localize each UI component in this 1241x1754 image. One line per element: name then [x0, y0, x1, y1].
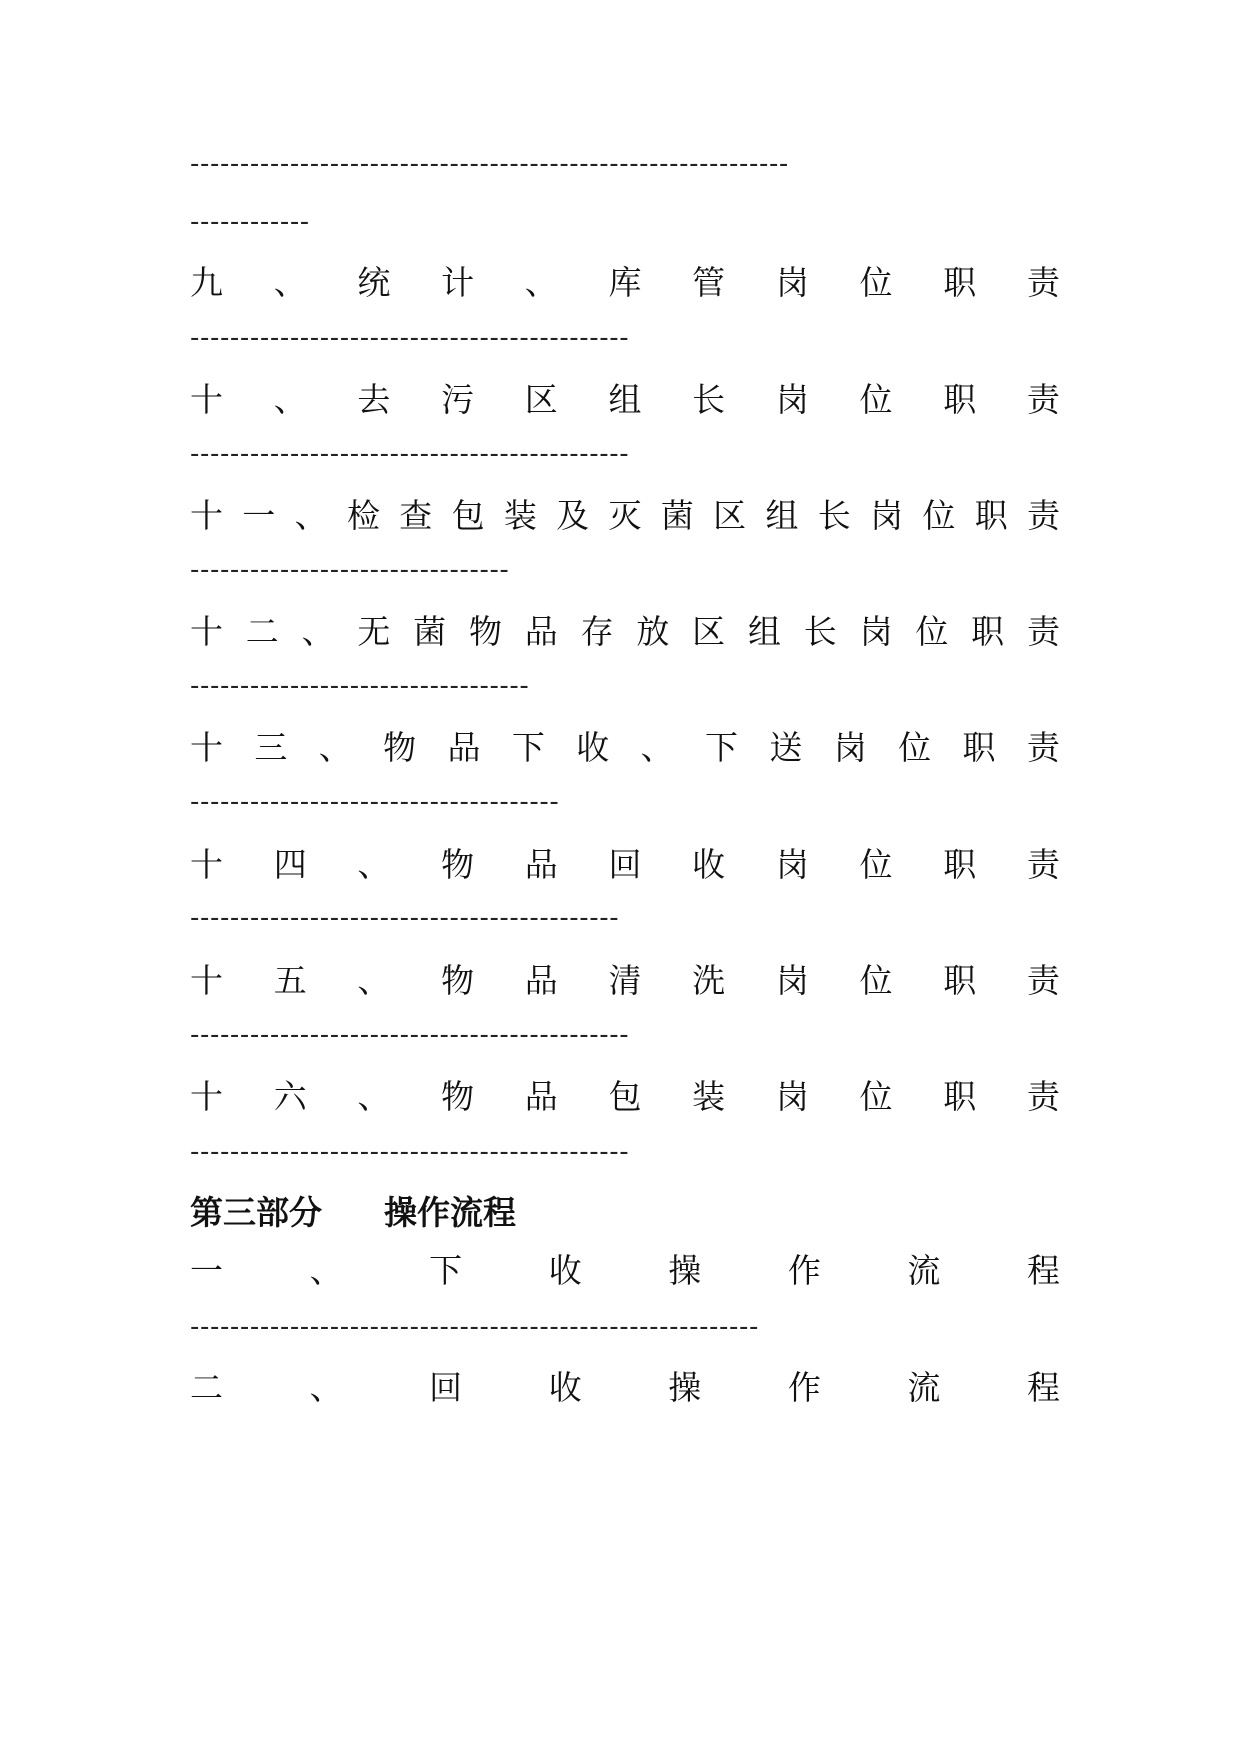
toc-char: 品: [447, 728, 481, 767]
toc-char: 、: [524, 263, 558, 302]
toc-char: 下: [705, 728, 738, 767]
dash-leader: ------------------------------------------------------------: [190, 149, 789, 179]
toc-char: 岗: [775, 1077, 809, 1116]
toc-char: 库: [608, 263, 642, 302]
toc-char: 、: [309, 1368, 343, 1407]
toc-char: 物: [383, 728, 417, 767]
toc-char: 操: [668, 1251, 702, 1290]
toc-entry-14[interactable]: [190, 845, 1060, 885]
toc-char: 责: [1026, 961, 1060, 1000]
toc-char: 作: [787, 1368, 821, 1407]
toc-char: 物: [441, 845, 475, 884]
toc-char: 位: [859, 1077, 893, 1116]
toc-char: 三: [254, 728, 288, 767]
part-label: 第三部分: [190, 1193, 322, 1232]
toc-char: 组: [747, 612, 781, 651]
toc-char: 十: [190, 612, 223, 651]
toc-char: 物: [441, 1077, 475, 1116]
toc-char: 、: [273, 263, 307, 302]
toc-char: 作: [787, 1251, 821, 1290]
toc-char: 菌: [660, 496, 694, 535]
toc-char: 装: [692, 1077, 726, 1116]
part-title: 操作流程: [384, 1193, 516, 1232]
toc-char: 十: [190, 961, 223, 1000]
toc-char: 下: [511, 728, 545, 767]
toc-char: 、: [301, 612, 335, 651]
dash-leader: --------------------------------------------: [190, 439, 630, 469]
toc-char: 位: [915, 612, 949, 651]
dash-leader: ----------------------------------: [190, 671, 530, 701]
toc-char: 统: [357, 263, 391, 302]
toc-char: 一: [242, 496, 276, 535]
toc-char: 存: [580, 612, 614, 651]
toc-char: 计: [441, 263, 475, 302]
toc-char: 收: [576, 728, 610, 767]
toc-char: 位: [898, 728, 932, 767]
toc-char: 查: [399, 496, 433, 535]
toc-char: 物: [441, 961, 475, 1000]
dash-leader: -------------------------------------: [190, 787, 560, 817]
toc-char: 岗: [833, 728, 867, 767]
toc-char: 品: [524, 961, 558, 1000]
toc-entry-10[interactable]: [190, 380, 1060, 420]
toc-entry-11[interactable]: [190, 496, 1060, 536]
dash-leader: -------------------------------------------: [190, 903, 620, 933]
toc-char: 去: [357, 380, 391, 419]
toc-char: 程: [1026, 1251, 1060, 1290]
toc-entry-9[interactable]: [190, 263, 1060, 303]
toc-char: 污: [441, 380, 475, 419]
dash-leader: --------------------------------------------: [190, 1020, 630, 1050]
toc-entry-13[interactable]: [190, 728, 1060, 768]
toc-char: 流: [907, 1368, 941, 1407]
toc-char: 、: [294, 496, 328, 535]
toc-char: 六: [273, 1077, 307, 1116]
toc-char: 长: [692, 380, 726, 419]
toc-char: 、: [318, 728, 352, 767]
toc-char: 菌: [413, 612, 447, 651]
toc-char: 下: [429, 1251, 463, 1290]
dash-leader: --------------------------------------------: [190, 323, 630, 353]
toc-char: 长: [817, 496, 851, 535]
toc-char: 位: [859, 263, 893, 302]
toc-char: 位: [922, 496, 956, 535]
toc-char: 九: [190, 263, 223, 302]
toc-char: 组: [765, 496, 799, 535]
toc-char: 组: [608, 380, 642, 419]
toc-char: 包: [451, 496, 485, 535]
dash-leader: --------------------------------------------: [190, 1137, 630, 1167]
toc-char: 放: [636, 612, 670, 651]
section-heading-part-3: [190, 1193, 1060, 1233]
toc-char: 灭: [608, 496, 642, 535]
toc-char: 十: [190, 728, 223, 767]
toc-char: 岗: [775, 263, 809, 302]
toc-char: 洗: [692, 961, 726, 1000]
toc-char: 品: [524, 612, 558, 651]
toc-char: 职: [962, 728, 996, 767]
toc-char: 责: [1026, 380, 1060, 419]
toc-char: 回: [608, 845, 642, 884]
toc-char: 岗: [870, 496, 904, 535]
toc-char: 及: [556, 496, 590, 535]
toc-char: 十: [190, 380, 223, 419]
toc-char: 程: [1026, 1368, 1060, 1407]
toc-char: 收: [692, 845, 726, 884]
dash-leader: ------------: [190, 207, 310, 237]
toc-char: 岗: [775, 380, 809, 419]
toc-char: 装: [503, 496, 537, 535]
toc-char: 送: [769, 728, 803, 767]
toc-char: 责: [1027, 496, 1060, 535]
toc-char: 十: [190, 845, 223, 884]
toc-char: 无: [357, 612, 391, 651]
toc-char: 职: [943, 1077, 977, 1116]
toc-char: 收: [548, 1251, 582, 1290]
toc-char: 责: [1026, 263, 1060, 302]
toc-char: 二: [190, 1368, 223, 1407]
toc-entry-op-1[interactable]: [190, 1251, 1060, 1291]
toc-char: 四: [273, 845, 307, 884]
toc-char: 、: [357, 845, 391, 884]
toc-char: 区: [524, 380, 558, 419]
toc-char: 责: [1026, 728, 1060, 767]
toc-char: 操: [668, 1368, 702, 1407]
toc-char: 、: [640, 728, 674, 767]
toc-char: 品: [524, 845, 558, 884]
toc-char: 岗: [775, 845, 809, 884]
dash-leader: --------------------------------: [190, 555, 510, 585]
toc-char: 二: [245, 612, 279, 651]
toc-char: 检: [346, 496, 380, 535]
toc-char: 职: [971, 612, 1005, 651]
toc-char: 位: [859, 845, 893, 884]
toc-entry-15[interactable]: [190, 961, 1060, 1001]
toc-char: 、: [357, 1077, 391, 1116]
toc-char: 职: [943, 380, 977, 419]
toc-char: 、: [357, 961, 391, 1000]
toc-char: 物: [468, 612, 502, 651]
toc-char: 区: [692, 612, 726, 651]
toc-char: 位: [859, 961, 893, 1000]
toc-char: 职: [943, 263, 977, 302]
toc-char: 、: [309, 1251, 343, 1290]
toc-char: 十: [190, 1077, 223, 1116]
toc-char: 管: [692, 263, 726, 302]
toc-char: 岗: [859, 612, 893, 651]
toc-char: 五: [273, 961, 307, 1000]
toc-char: 职: [974, 496, 1008, 535]
toc-char: 品: [524, 1077, 558, 1116]
toc-entry-op-2[interactable]: [190, 1368, 1060, 1408]
toc-char: 责: [1026, 1077, 1060, 1116]
toc-char: 区: [713, 496, 747, 535]
toc-entry-12[interactable]: [190, 612, 1060, 652]
toc-char: 收: [548, 1368, 582, 1407]
toc-char: 位: [859, 380, 893, 419]
toc-char: 流: [907, 1251, 941, 1290]
toc-char: 、: [273, 380, 307, 419]
toc-char: 包: [608, 1077, 642, 1116]
toc-char: 清: [608, 961, 642, 1000]
toc-char: 回: [429, 1368, 463, 1407]
toc-char: 十: [190, 496, 223, 535]
toc-entry-16[interactable]: [190, 1077, 1060, 1117]
toc-char: 责: [1026, 845, 1060, 884]
toc-char: 岗: [775, 961, 809, 1000]
toc-char: 长: [803, 612, 837, 651]
dash-leader: ---------------------------------------------------------: [190, 1312, 759, 1342]
toc-char: 责: [1026, 612, 1060, 651]
toc-char: 职: [943, 961, 977, 1000]
toc-char: 一: [190, 1251, 223, 1290]
toc-char: 职: [943, 845, 977, 884]
